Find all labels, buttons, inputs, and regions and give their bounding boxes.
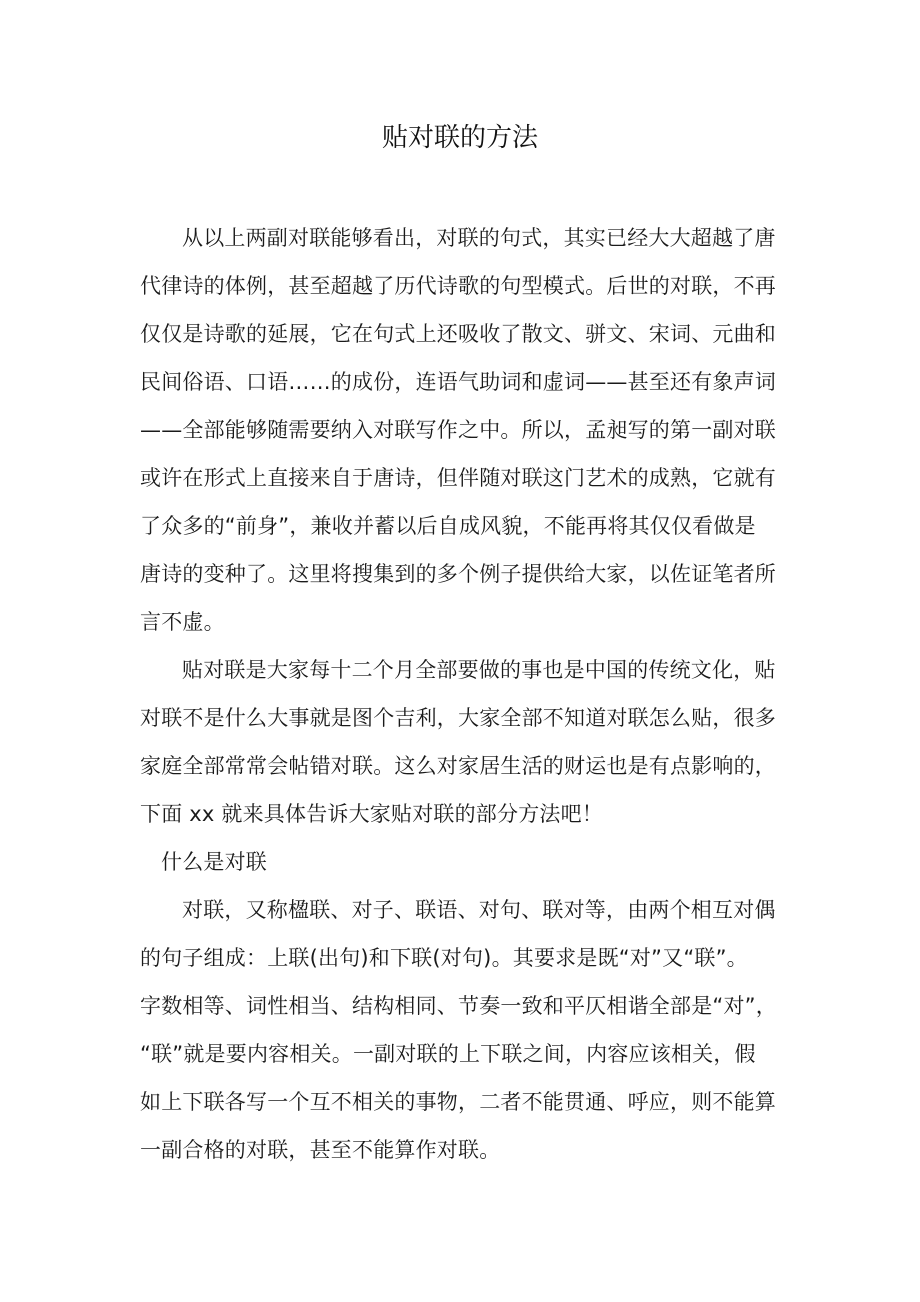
text-line: 唐诗的变种了。这里将搜集到的多个例子提供给大家，以佐证笔者所: [140, 562, 776, 586]
text-line: 一副合格的对联，甚至不能算作对联。: [140, 1138, 501, 1162]
text-line: 家庭全部常常会帖错对联。这么对家居生活的财运也是有点影响的，: [140, 754, 776, 778]
text-line: 代律诗的体例，甚至超越了历代诗歌的句型模式。后世的对联，不再: [140, 274, 776, 298]
paragraph-definition: [140, 886, 790, 1174]
text-line: 对联不是什么大事就是图个吉利，大家全部不知道对联怎么贴，很多: [140, 706, 776, 730]
text-line: 贴对联是大家每十二个月全部要做的事也是中国的传统文化，贴: [182, 658, 776, 682]
paragraph-tradition: [140, 646, 790, 838]
text-line: 的句子组成：上联(出句)和下联(对句)。其要求是既“对”又“联”。: [140, 946, 748, 970]
text-line: 言不虚。: [140, 610, 225, 634]
paragraph-intro: [140, 214, 790, 646]
text-line: 如上下联各写一个互不相关的事物，二者不能贯通、呼应，则不能算: [140, 1090, 776, 1114]
text-line: 仅仅是诗歌的延展，它在句式上还吸收了散文、骈文、宋词、元曲和: [140, 322, 776, 346]
document-title: 贴对联的方法: [381, 123, 538, 153]
text-line: 字数相等、词性相当、结构相同、节奏一致和平仄相谐全部是“对”，: [140, 994, 777, 1018]
document-body: [140, 214, 790, 1174]
text-line: ——全部能够随需要纳入对联写作之中。所以，孟昶写的第一副对联: [140, 418, 776, 442]
text-line: “联”就是要内容相关。一副对联的上下联之间，内容应该相关，假: [140, 1042, 756, 1066]
text-line: 从以上两副对联能够看出，对联的句式，其实已经大大超越了唐: [182, 226, 776, 250]
text-line: 民间俗语、口语……的成份，连语气助词和虚词——甚至还有象声词: [140, 370, 776, 394]
text-line: 了众多的“前身”，兼收并蓄以后自成风貌，不能再将其仅仅看做是: [140, 514, 756, 538]
section-heading: 什么是对联: [161, 850, 267, 874]
text-line: 对联，又称楹联、对子、联语、对句、联对等，由两个相互对偶: [182, 898, 776, 922]
text-line: 或许在形式上直接来自于唐诗，但伴随对联这门艺术的成熟，它就有: [140, 466, 776, 490]
text-line: 下面 xx 就来具体告诉大家贴对联的部分方法吧！: [140, 802, 604, 826]
